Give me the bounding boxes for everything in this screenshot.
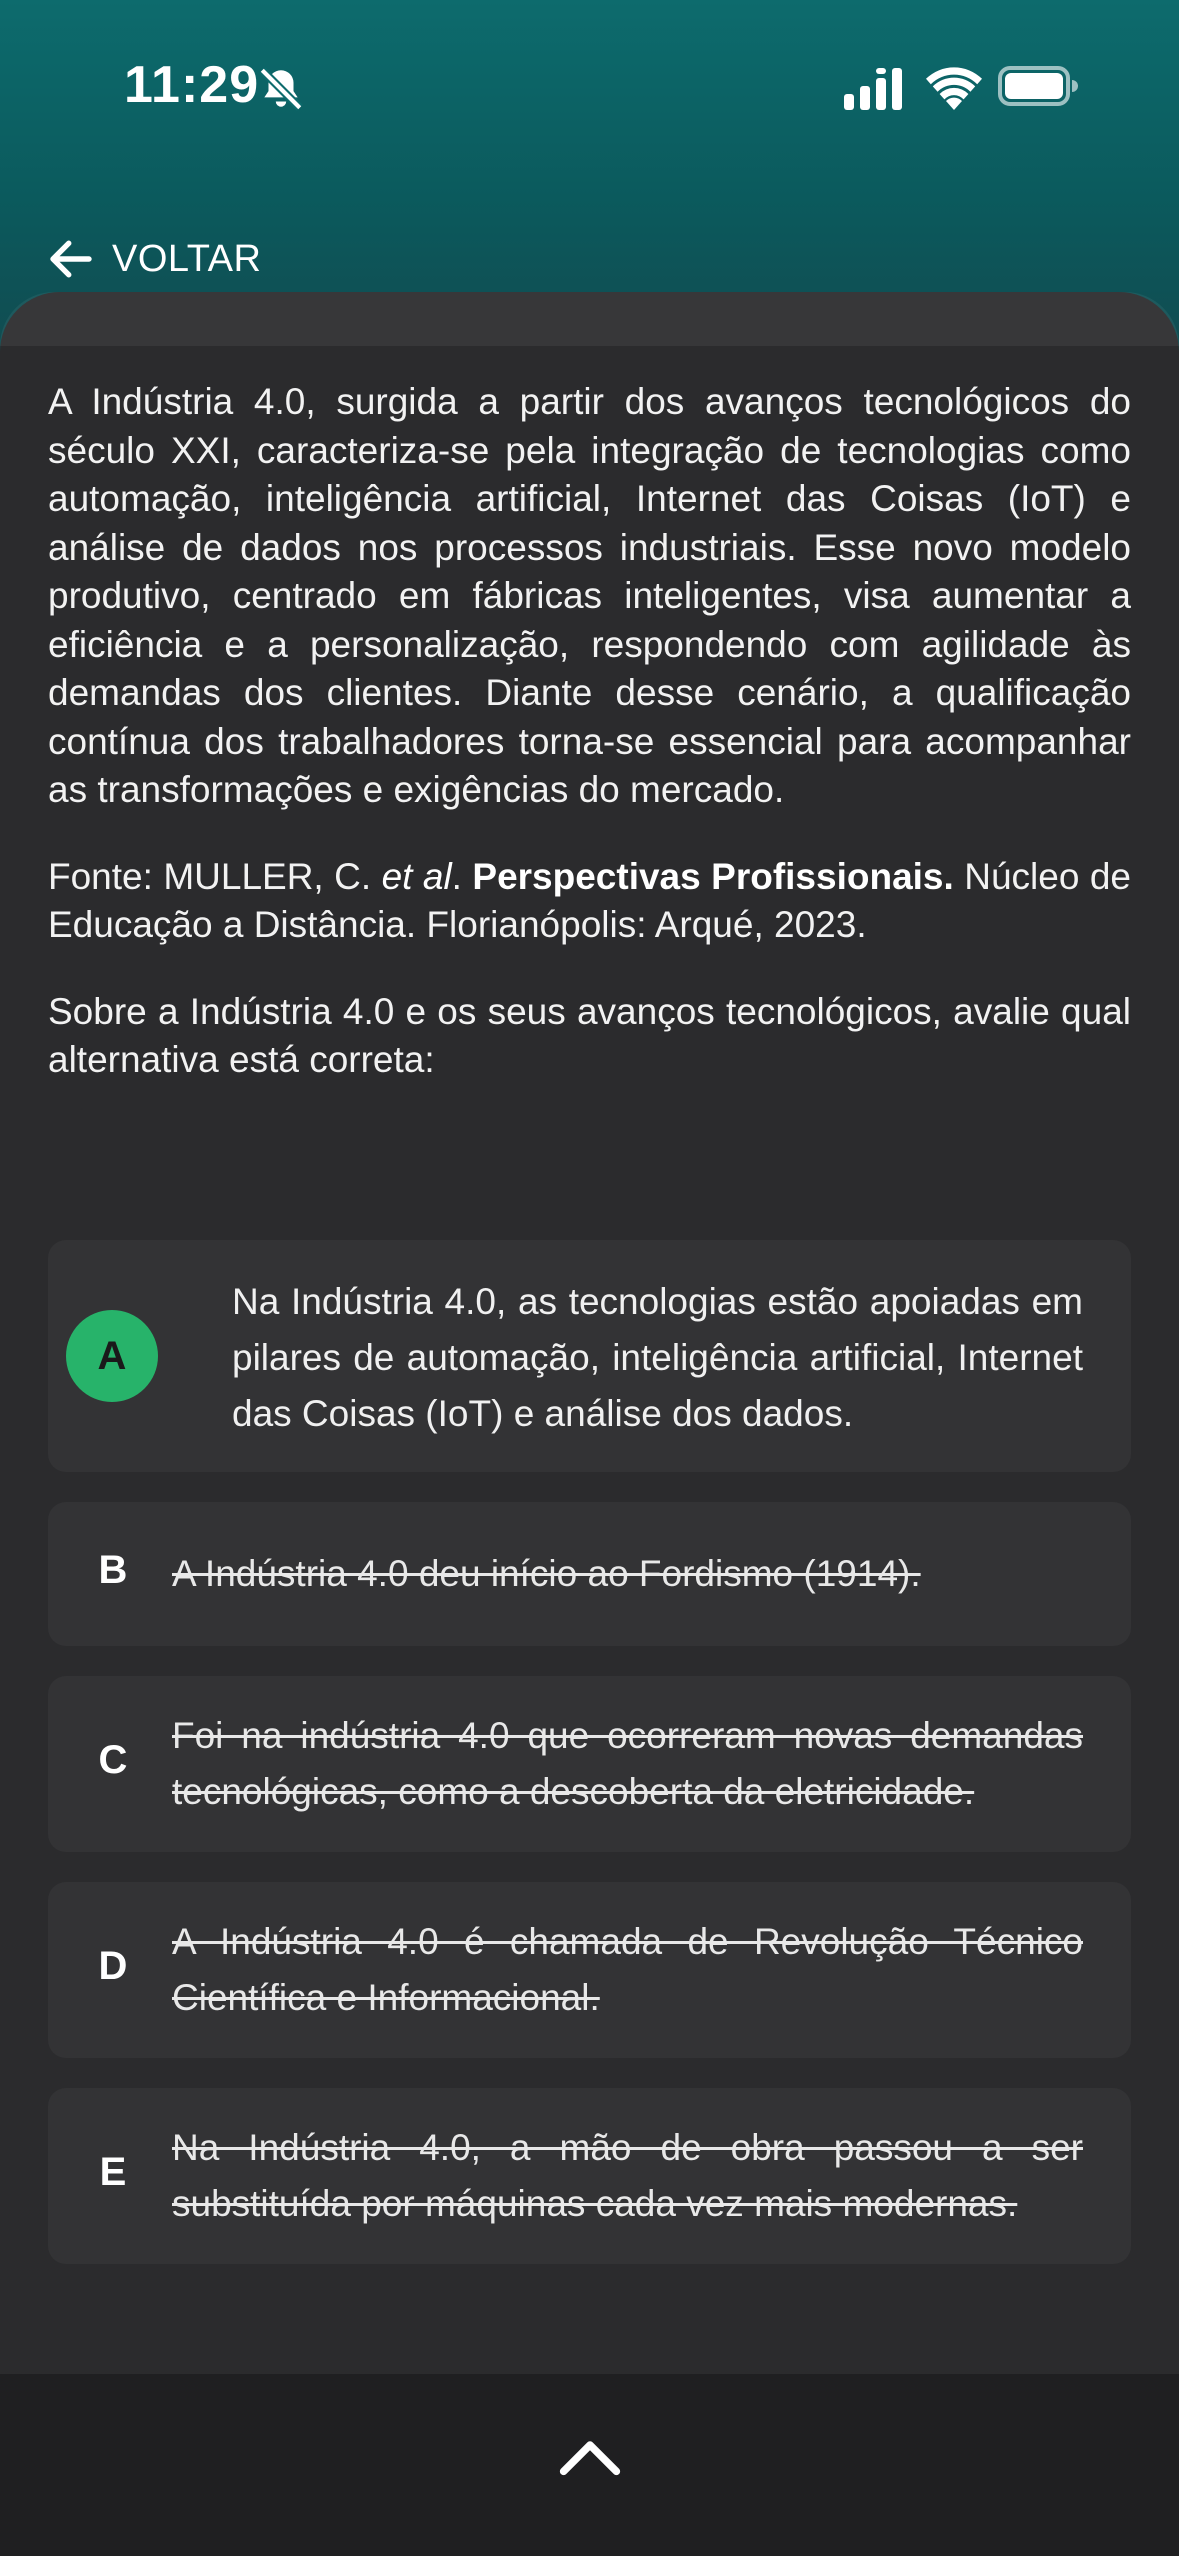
sheet-handle-area: [0, 292, 1179, 346]
bell-slash-icon: [256, 64, 306, 114]
wifi-icon: [926, 66, 982, 110]
option-c-letter: C: [98, 1738, 128, 1782]
source-dot: .: [451, 855, 473, 897]
option-a-text: Na Indústria 4.0, as tecnologias estão apoiadas em pilares de automação, inteligência artificial, Internet das Coisas (IoT) e análise dos dados.: [232, 1281, 1083, 1434]
option-b[interactable]: [48, 1502, 1131, 1646]
option-c[interactable]: [48, 1676, 1131, 1852]
option-d-letter: D: [98, 1944, 128, 1988]
option-b-letter: B: [98, 1548, 128, 1592]
option-e[interactable]: [48, 2088, 1131, 2264]
back-button[interactable]: [44, 228, 261, 290]
source-etal: et al: [381, 855, 452, 897]
bottom-bar: [0, 2374, 1179, 2556]
question-source: [48, 853, 1131, 950]
option-e-letter: E: [99, 2150, 127, 2194]
option-d[interactable]: [48, 1882, 1131, 2058]
option-a[interactable]: [48, 1240, 1131, 1472]
option-e-text: Na Indústria 4.0, a mão de obra passou a ser substituída por máquinas cada vez mais modernas.: [172, 2127, 1083, 2224]
question-prompt: Sobre a Indústria 4.0 e os seus avanços tecnológicos, avalie qual alternativa está correta:: [48, 990, 1131, 1080]
answer-options: [48, 1240, 1131, 2294]
status-bar: [0, 0, 1179, 170]
arrow-left-icon: [44, 232, 98, 286]
battery-icon: [998, 66, 1078, 106]
option-a-letter: A: [66, 1310, 158, 1402]
signal-icon: [844, 68, 908, 110]
option-d-text: A Indústria 4.0 é chamada de Revolução Técnico Científica e Informacional.: [172, 1921, 1083, 2018]
back-label: VOLTAR: [112, 237, 262, 280]
source-rest: Núcleo de Educação a Distância. Florianópolis: Arqué, 2023.: [48, 855, 1131, 945]
option-c-text: Foi na indústria 4.0 que ocorreram novas demandas tecnológicas, como a descoberta da eletricidade.: [172, 1715, 1083, 1812]
option-b-text: A Indústria 4.0 deu início ao Fordismo (1914).: [172, 1553, 921, 1594]
status-time: 11:29: [124, 56, 260, 114]
source-title: Perspectivas Profissionais.: [472, 855, 954, 897]
question-intro: A Indústria 4.0, surgida a partir dos avanços tecnológicos do século XXI, caracteriza-se pela integração de tecnologias como automação, inteligência artificial, Internet das Coisas (IoT) e análise de dados nos processos industriais. Esse novo modelo produtivo, centrado em fábricas inteligentes, visa aumentar a eficiência e a personalização, respondendo com agilidade às demandas dos clientes. Diante desse cenário, a qualificação contínua dos trabalhadores torna-se essencial para acompanhar as transformações e exigências do mercado.: [48, 381, 1131, 810]
source-prefix: Fonte: MULLER, C.: [48, 855, 382, 897]
chevron-up-icon[interactable]: [557, 2434, 623, 2478]
question-content: [48, 378, 1131, 1085]
